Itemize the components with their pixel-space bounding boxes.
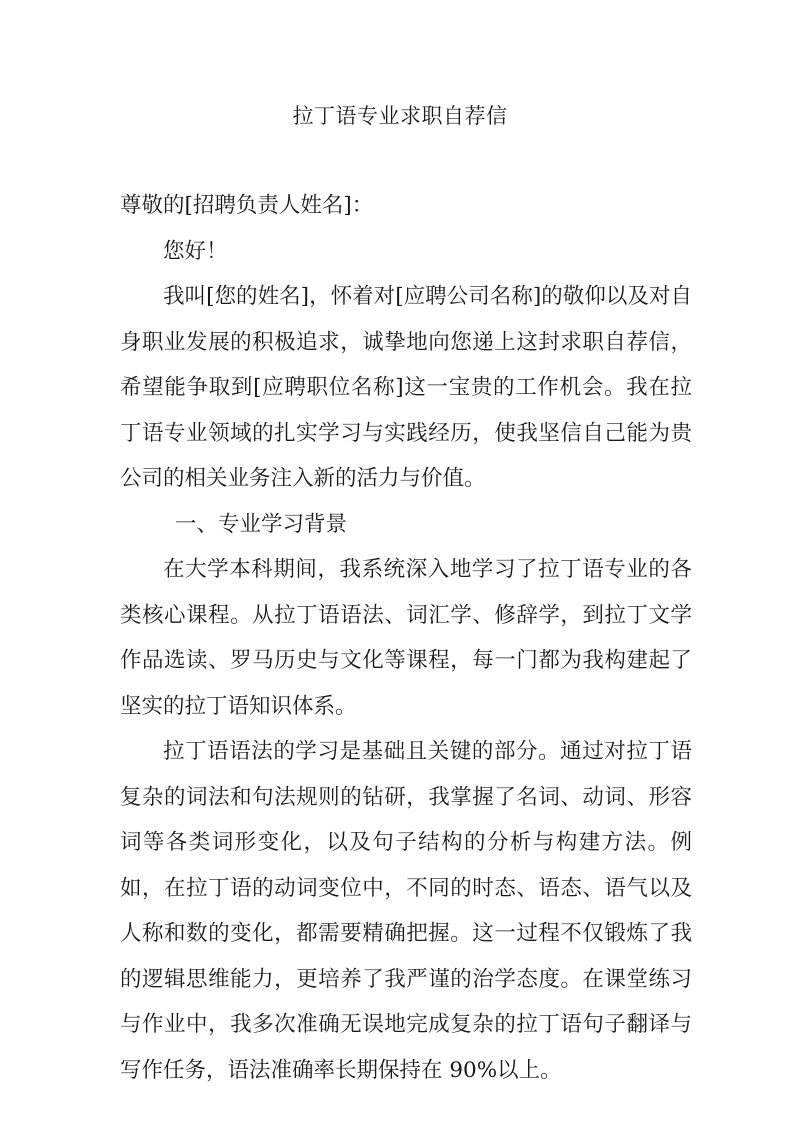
greeting: 您好！ (163, 238, 228, 264)
letter-body (120, 183, 692, 1093)
document-title: 拉丁语专业求职自荐信 (292, 104, 508, 128)
section-heading: 一、专业学习背景 (175, 511, 348, 537)
body-paragraph: 在大学本科期间，我系统深入地学习了拉丁语专业的各类核心课程。从拉丁语语法、词汇学、修辞学，到拉丁文学作品选读、罗马历史与文化等课程，每一门都为我构建起了坚实的拉丁语知识体系。 (120, 557, 692, 719)
intro-paragraph: 我叫[您的姓名]，怀着对[应聘公司名称]的敬仰以及对自身职业发展的积极追求，诚挚地向您递上这封求职自荐信，希望能争取到[应聘职位名称]这一宝贵的工作机会。我在拉丁语专业领域的扎实学习与实践经历，使我坚信自己能为贵公司的相关业务注入新的活力与价值。 (120, 284, 692, 491)
salutation: 尊敬的[招聘负责人姓名]： (120, 193, 374, 218)
body-paragraph: 拉丁语语法的学习是基础且关键的部分。通过对拉丁语复杂的词法和句法规则的钻研，我掌握了名词、动词、形容词等各类词形变化，以及句子结构的分析与构建方法。例如，在拉丁语的动词变位中，不同的时态、语态、语气以及人称和数的变化，都需要精确把握。这一过程不仅锻炼了我的逻辑思维能力，更培养了我严谨的治学态度。在课堂练习与作业中，我多次准确无误地完成复杂的拉丁语句子翻译与写作任务，语法准确率长期保持在 90%以上。 (120, 739, 692, 1083)
